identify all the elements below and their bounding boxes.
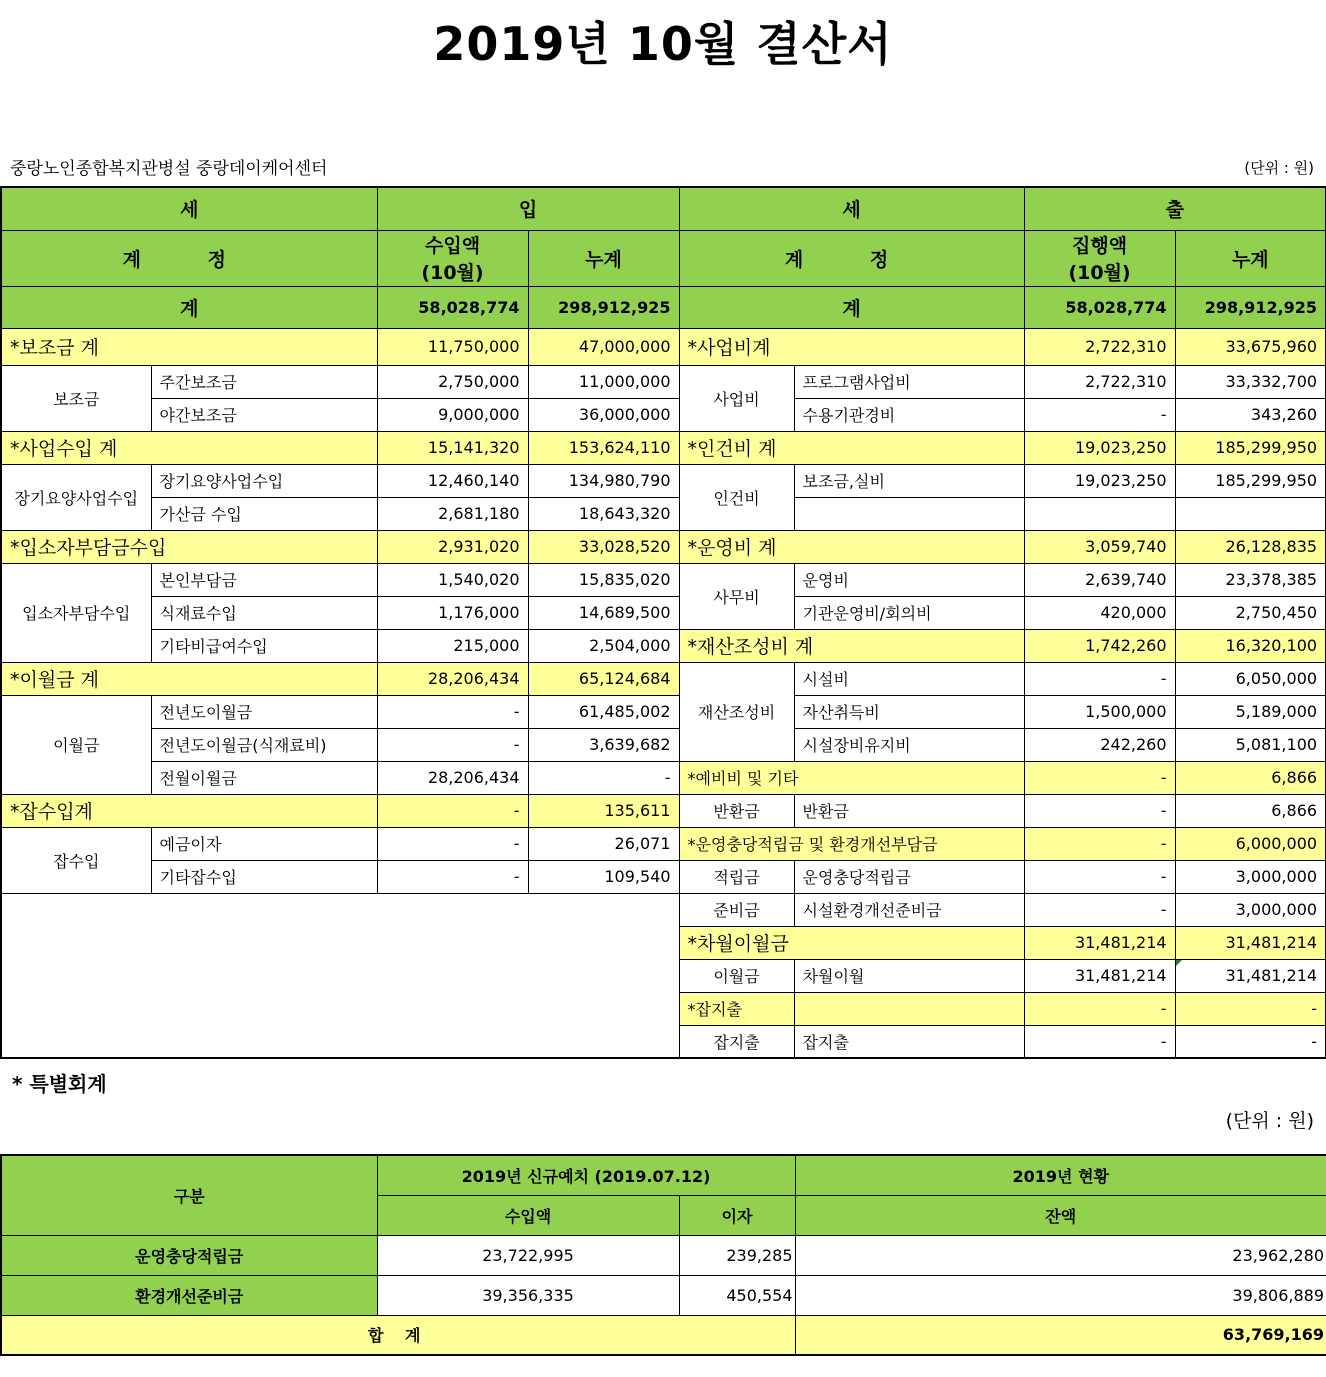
expense-group-label: 반환금 — [679, 794, 794, 827]
income-item-name: 기타비급여수입 — [151, 629, 377, 662]
expense-item-name: 기관운영비/회의비 — [794, 596, 1024, 629]
income-item-name: 주간보조금 — [151, 365, 377, 398]
special-unit-label: (단위 : 원) — [1225, 1110, 1314, 1132]
income-group-label: 잡수입 — [1, 827, 151, 893]
income-subtotal-cum: 135,611 — [528, 794, 679, 827]
expense-item-cum: 6,866 — [1175, 794, 1326, 827]
income-subtotal-label: *잡수입계 — [1, 794, 377, 827]
expense-item-month: - — [1024, 662, 1175, 695]
income-subtotal-cum: 153,624,110 — [528, 431, 679, 464]
expense-item-name: 수용기관경비 — [794, 398, 1024, 431]
income-item-cum: 14,689,500 — [528, 596, 679, 629]
income-item-month: 1,176,000 — [377, 596, 528, 629]
expense-item-name: 운영충당적립금 — [794, 860, 1024, 893]
expense-group-label: 재산조성비 — [679, 662, 794, 761]
special-col-balance: 잔액 — [795, 1195, 1326, 1235]
income-item-cum: 11,000,000 — [528, 365, 679, 398]
expense-total-label: 계 — [679, 286, 1024, 328]
expense-subtotal-label: *예비비 및 기타 — [679, 761, 1024, 794]
expense-group-label: 잡지출 — [679, 1025, 794, 1058]
expense-item-month: 242,260 — [1024, 728, 1175, 761]
expense-item-name: 운영비 — [794, 563, 1024, 596]
expense-subtotal-month: 3,059,740 — [1024, 530, 1175, 563]
income-item-cum: 109,540 — [528, 860, 679, 893]
income-item-name: 가산금 수입 — [151, 497, 377, 530]
income-item-name: 장기요양사업수입 — [151, 464, 377, 497]
expense-empty-cell — [794, 497, 1024, 530]
expense-item-month: - — [1024, 398, 1175, 431]
expense-item-cum: 31,481,214 — [1175, 959, 1326, 992]
special-account-heading: * 특별회계 — [12, 1072, 107, 1096]
income-item-month: - — [377, 695, 528, 728]
income-subtotal-label: *입소자부담금수입 — [1, 530, 377, 563]
expense-item-name: 반환금 — [794, 794, 1024, 827]
income-total-cum: 298,912,925 — [528, 286, 679, 328]
expense-subtotal-cum: 185,299,950 — [1175, 431, 1326, 464]
income-subtotal-cum: 33,028,520 — [528, 530, 679, 563]
income-blank-area — [1, 893, 679, 1058]
income-subtotal-month: - — [377, 794, 528, 827]
special-row-name: 운영충당적립금 — [1, 1235, 377, 1275]
expense-header-a: 세 — [679, 187, 1024, 230]
expense-item-cum: 6,050,000 — [1175, 662, 1326, 695]
income-item-name: 전년도이월금(식재료비) — [151, 728, 377, 761]
income-subtotal-month: 28,206,434 — [377, 662, 528, 695]
income-item-cum: 18,643,320 — [528, 497, 679, 530]
expense-group-label: 이월금 — [679, 959, 794, 992]
income-item-name: 기타잡수입 — [151, 860, 377, 893]
expense-item-name: 시설환경개선준비금 — [794, 893, 1024, 926]
income-account-header: 계 정 — [1, 230, 377, 286]
expense-subtotal-cum: 6,000,000 — [1175, 827, 1326, 860]
expense-subtotal-label: *사업비계 — [679, 328, 1024, 365]
special-col-category: 구분 — [1, 1155, 377, 1235]
expense-subtotal-month: 2,722,310 — [1024, 328, 1175, 365]
expense-group-label: 사무비 — [679, 563, 794, 629]
expense-total-cum: 298,912,925 — [1175, 286, 1326, 328]
expense-subtotal-label: *운영충당적립금 및 환경개선부담금 — [679, 827, 1024, 860]
income-item-cum: 2,504,000 — [528, 629, 679, 662]
income-total-month: 58,028,774 — [377, 286, 528, 328]
expense-item-month: 2,722,310 — [1024, 365, 1175, 398]
income-item-cum: 26,071 — [528, 827, 679, 860]
income-item-month: 1,540,020 — [377, 563, 528, 596]
expense-empty-cell — [1175, 497, 1326, 530]
income-item-name: 전년도이월금 — [151, 695, 377, 728]
expense-item-cum: 33,332,700 — [1175, 365, 1326, 398]
income-group-label: 입소자부담수입 — [1, 563, 151, 662]
income-item-cum: 61,485,002 — [528, 695, 679, 728]
income-month-header: 수입액 (10월) — [377, 230, 528, 286]
expense-item-cum: 2,750,450 — [1175, 596, 1326, 629]
expense-item-name: 시설비 — [794, 662, 1024, 695]
income-item-month: 12,460,140 — [377, 464, 528, 497]
income-item-cum: 3,639,682 — [528, 728, 679, 761]
income-subtotal-month: 11,750,000 — [377, 328, 528, 365]
expense-item-month: - — [1024, 860, 1175, 893]
special-row-income: 23,722,995 — [377, 1235, 679, 1275]
expense-subtotal-cum: 33,675,960 — [1175, 328, 1326, 365]
expense-subtotal-month: 1,742,260 — [1024, 629, 1175, 662]
expense-subtotal-month: - — [1024, 827, 1175, 860]
expense-subtotal-label: *재산조성비 계 — [679, 629, 1024, 662]
income-cum-header: 누계 — [528, 230, 679, 286]
income-group-label: 장기요양사업수입 — [1, 464, 151, 530]
income-item-month: - — [377, 728, 528, 761]
expense-total-month: 58,028,774 — [1024, 286, 1175, 328]
income-item-month: 9,000,000 — [377, 398, 528, 431]
income-subtotal-label: *사업수입 계 — [1, 431, 377, 464]
organization-name: 중랑노인종합복지관병설 중랑데이케어센터 — [10, 159, 328, 179]
special-col-status: 2019년 현황 — [795, 1155, 1326, 1195]
expense-empty-cell — [1024, 497, 1175, 530]
income-header-b: 입 — [377, 187, 679, 230]
income-item-month: 28,206,434 — [377, 761, 528, 794]
income-subtotal-label: *보조금 계 — [1, 328, 377, 365]
income-header-a: 세 — [1, 187, 377, 230]
expense-cum-header: 누계 — [1175, 230, 1326, 286]
expense-empty-cell — [794, 992, 1024, 1025]
special-account-table — [0, 1154, 1326, 1356]
expense-item-month: - — [1024, 1025, 1175, 1058]
expense-subtotal-month: 31,481,214 — [1024, 926, 1175, 959]
special-total-label: 합 계 — [1, 1315, 795, 1355]
special-row-balance: 23,962,280 — [795, 1235, 1326, 1275]
special-row-income: 39,356,335 — [377, 1275, 679, 1315]
expense-subtotal-month: - — [1024, 992, 1175, 1025]
income-item-cum: 36,000,000 — [528, 398, 679, 431]
income-group-label: 이월금 — [1, 695, 151, 794]
income-item-month: 2,750,000 — [377, 365, 528, 398]
income-subtotal-month: 2,931,020 — [377, 530, 528, 563]
expense-subtotal-month: 19,023,250 — [1024, 431, 1175, 464]
expense-item-name: 시설장비유지비 — [794, 728, 1024, 761]
expense-account-header: 계 정 — [679, 230, 1024, 286]
income-item-name: 식재료수입 — [151, 596, 377, 629]
income-subtotal-label: *이월금 계 — [1, 662, 377, 695]
expense-item-month: 2,639,740 — [1024, 563, 1175, 596]
income-item-cum: 15,835,020 — [528, 563, 679, 596]
expense-item-cum: 185,299,950 — [1175, 464, 1326, 497]
expense-item-month: - — [1024, 893, 1175, 926]
special-row-interest: 239,285 — [679, 1235, 795, 1275]
income-item-name: 예금이자 — [151, 827, 377, 860]
expense-item-name: 잡지출 — [794, 1025, 1024, 1058]
special-row-balance: 39,806,889 — [795, 1275, 1326, 1315]
income-item-name: 야간보조금 — [151, 398, 377, 431]
expense-item-name: 프로그램사업비 — [794, 365, 1024, 398]
income-item-name: 본인부담금 — [151, 563, 377, 596]
expense-item-month: 31,481,214 — [1024, 959, 1175, 992]
income-item-name: 전월이월금 — [151, 761, 377, 794]
income-item-month: - — [377, 827, 528, 860]
settlement-table — [0, 186, 1326, 1059]
expense-group-label: 인건비 — [679, 464, 794, 530]
expense-item-month: 19,023,250 — [1024, 464, 1175, 497]
special-col-new-deposit: 2019년 신규예치 (2019.07.12) — [377, 1155, 795, 1195]
expense-group-label: 적립금 — [679, 860, 794, 893]
expense-item-cum: 3,000,000 — [1175, 893, 1326, 926]
income-item-month: 215,000 — [377, 629, 528, 662]
expense-item-cum: - — [1175, 1025, 1326, 1058]
expense-subtotal-cum: 6,866 — [1175, 761, 1326, 794]
income-subtotal-month: 15,141,320 — [377, 431, 528, 464]
expense-subtotal-label: *잡지출 — [679, 992, 794, 1025]
income-item-month: - — [377, 860, 528, 893]
expense-item-month: 1,500,000 — [1024, 695, 1175, 728]
expense-item-name: 차월이월 — [794, 959, 1024, 992]
expense-item-cum: 5,189,000 — [1175, 695, 1326, 728]
expense-month-header: 집행액 (10월) — [1024, 230, 1175, 286]
expense-item-cum: 5,081,100 — [1175, 728, 1326, 761]
expense-item-name: 자산취득비 — [794, 695, 1024, 728]
income-subtotal-cum: 65,124,684 — [528, 662, 679, 695]
expense-group-label: 사업비 — [679, 365, 794, 431]
expense-group-label: 준비금 — [679, 893, 794, 926]
income-item-month: 2,681,180 — [377, 497, 528, 530]
expense-header-b: 출 — [1024, 187, 1326, 230]
expense-item-month: 420,000 — [1024, 596, 1175, 629]
income-item-cum: 134,980,790 — [528, 464, 679, 497]
income-total-label: 계 — [1, 286, 377, 328]
special-total-balance: 63,769,169 — [795, 1315, 1326, 1355]
expense-subtotal-cum: 26,128,835 — [1175, 530, 1326, 563]
page-title: 2019년 10월 결산서 — [433, 17, 893, 71]
expense-item-cum: 3,000,000 — [1175, 860, 1326, 893]
expense-item-name: 보조금,실비 — [794, 464, 1024, 497]
special-row-name: 환경개선준비금 — [1, 1275, 377, 1315]
expense-item-cum: 23,378,385 — [1175, 563, 1326, 596]
expense-item-month: - — [1024, 794, 1175, 827]
expense-subtotal-cum: 16,320,100 — [1175, 629, 1326, 662]
expense-subtotal-label: *운영비 계 — [679, 530, 1024, 563]
unit-label: (단위 : 원) — [1244, 159, 1314, 177]
expense-subtotal-cum: 31,481,214 — [1175, 926, 1326, 959]
expense-subtotal-month: - — [1024, 761, 1175, 794]
special-col-income: 수입액 — [377, 1195, 679, 1235]
expense-subtotal-label: *차월이월금 — [679, 926, 1024, 959]
income-group-label: 보조금 — [1, 365, 151, 431]
income-item-cum: - — [528, 761, 679, 794]
income-subtotal-cum: 47,000,000 — [528, 328, 679, 365]
special-col-interest: 이자 — [679, 1195, 795, 1235]
special-row-interest: 450,554 — [679, 1275, 795, 1315]
expense-item-cum: 343,260 — [1175, 398, 1326, 431]
expense-subtotal-label: *인건비 계 — [679, 431, 1024, 464]
expense-subtotal-cum: - — [1175, 992, 1326, 1025]
